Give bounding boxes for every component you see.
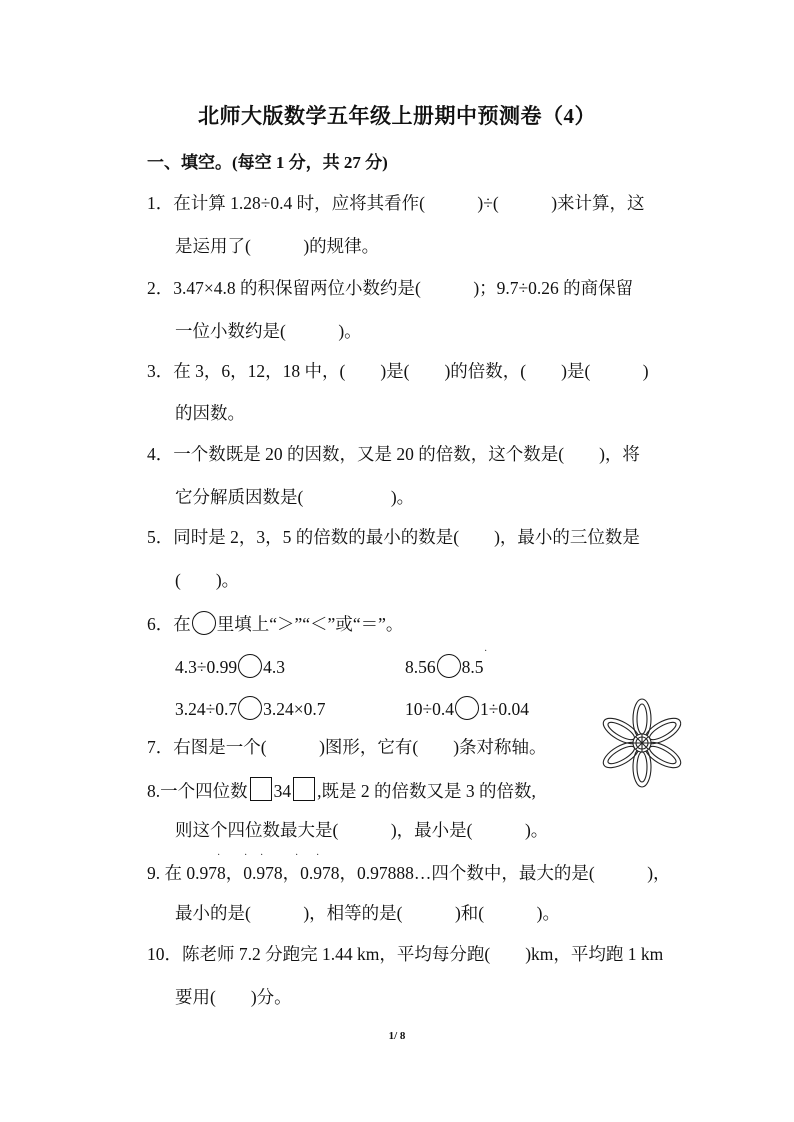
q2-line2: 一位小数约是( )。 [175,321,362,341]
q10-line1: 10．陈老师 7.2 分跑完 1.44 km，平均每分跑( )km，平均跑 1 km [147,944,664,964]
q6-prefix: 6．在 [147,614,191,634]
q6-expr4-left: 10÷0.4 [405,699,454,719]
q1-line2: 是运用了( )的规律。 [175,236,380,256]
repeating-dot: · [484,646,488,657]
q6-expr2-right: 8.5 [461,657,484,677]
q4-line1: 4．一个数既是 20 的因数，又是 20 的倍数，这个数是( )，将 [147,444,640,464]
q3-line1: 3．在 3，6，12，18 中，( )是( )的倍数，( )是( ) [147,361,649,381]
compare-circle[interactable] [238,654,262,678]
page-title: 北师大版数学五年级上册期中预测卷（4） [198,104,596,128]
repeating-dot: · [217,850,221,861]
q4-line2: 它分解质因数是( )。 [175,487,415,507]
compare-circle[interactable] [238,696,262,720]
q6-expr3 [175,696,325,720]
q6-expr1-left: 4.3÷0.99 [175,657,238,677]
q1-line1: 1．在计算 1.28÷0.4 时，应将其看作( )÷( )来计算，这 [147,193,645,213]
q5-line1: 5．同时是 2，3，5 的倍数的最小的数是( )，最小的三位数是 [147,527,640,547]
digit-box[interactable] [250,777,272,801]
q6-expr2-left: 8.56 [405,657,436,677]
q8-prefix: 8.一个四位数 [147,781,248,801]
section-heading: 一、填空。(每空 1 分，共 27 分) [147,153,388,172]
q6-suffix: 里填上“＞”“＜”或“＝”。 [216,614,404,634]
q2-line1: 2．3.47×4.8 的积保留两位小数约是( )；9.7÷0.26 的商保留 [147,278,634,298]
q9-line2: 最小的是( )，相等的是( )和( )。 [175,903,560,923]
q6-expr3-left: 3.24÷0.7 [175,699,238,719]
flower-figure [596,697,688,789]
digit-box[interactable] [293,777,315,801]
repeating-dot: · [295,850,299,861]
q7-line1: 7．右图是一个( )图形，它有( )条对称轴。 [147,737,547,757]
q6-expr4 [405,696,529,720]
q8-middle: 34 [273,781,292,801]
q3-line2: 的因数。 [175,403,245,423]
repeating-dot: · [260,850,264,861]
q6-instruction [147,611,403,636]
q8-line1 [147,777,536,803]
q6-expr1 [175,654,285,678]
compare-circle [192,611,216,635]
repeating-dot: · [244,850,248,861]
compare-circle[interactable] [437,654,461,678]
q6-expr1-right: 4.3 [263,657,285,677]
compare-circle[interactable] [455,696,479,720]
page-number: 1/ 8 [388,1030,406,1042]
q6-expr3-right: 3.24×0.7 [263,699,326,719]
q5-line2: ( )。 [175,570,240,590]
q8-line2: 则这个四位数最大是( )，最小是( )。 [175,820,549,840]
q8-suffix: ,既是 2 的倍数又是 3 的倍数, [317,781,536,801]
q10-line2: 要用( )分。 [175,987,292,1007]
q6-expr2 [405,654,484,678]
repeating-dot: · [316,850,320,861]
q9-line1: 9. 在 0.978，0.978，0.978，0.97888…四个数中，最大的是( )， [147,863,671,883]
q6-expr4-right: 1÷0.04 [479,699,529,719]
